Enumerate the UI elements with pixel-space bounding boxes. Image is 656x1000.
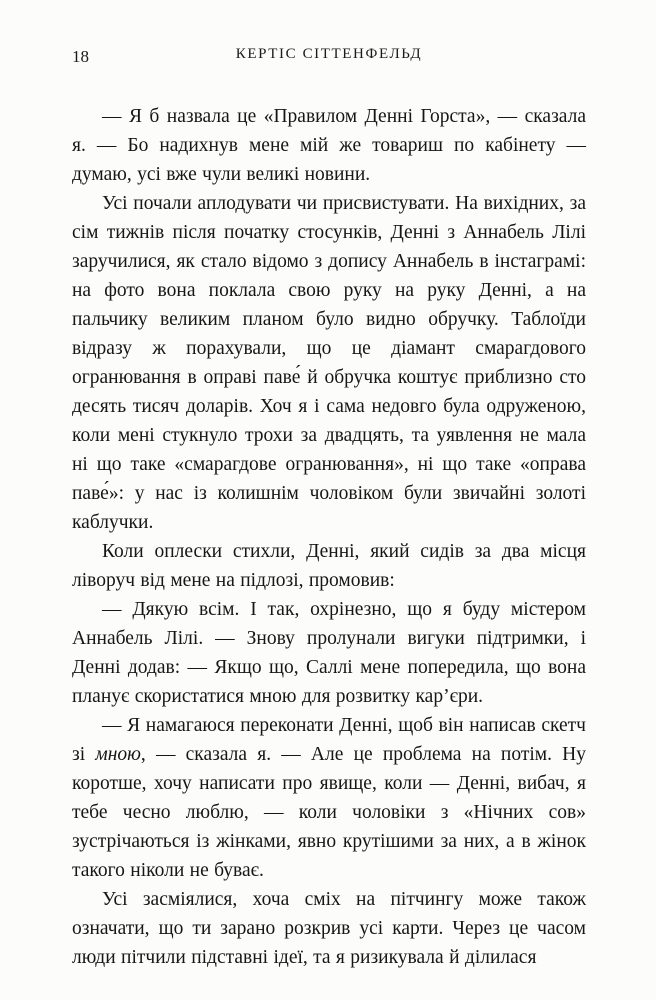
paragraph-5-part-2: , — сказала я. — Але це проблема на потім. Ну коротше, хочу написати про явище, коли — Денні, вибач, я тебе чесно люблю, — коли чоловіки з «Нічних сов» зустрічаються із жінками, явно крутішими за них, а в жінок такого ніколи не буває. [72, 744, 586, 881]
paragraph-4: — Дякую всім. І так, охрінезно, що я буду містером Аннабель Лілі. — Знову пролунали вигуки підтримки, і Денні додав: — Якщо що, Саллі мене попередила, що вона планує скористатися мною для розвитку кар’єри. [72, 599, 586, 707]
paragraph-2: Усі почали аплодувати чи присвистувати. На вихідних, за сім тижнів після початку стосунків, Денні з Аннабель Лілі заручилися, як стало відомо з допису Аннабель в інстаграмі: на фото вона поклала свою руку на руку Денні, а на пальчику великим планом було видно обручку. Таблоїди відразу ж порахували, що це діамант смарагдового огранювання в оправі паве́ й обручка коштує приблизно сто десять тисяч доларів. Хоч я і сама недовго була одруженою, коли мені стукнуло трохи за двадцять, та уявлення не мала ні що таке «смарагдове огранювання», ні що таке «оправа паве́»: у нас із колишнім чоловіком були звичайні золоті каблучки. [72, 193, 586, 533]
text-block [72, 102, 586, 972]
page-header [72, 46, 586, 68]
paragraph-5 [72, 711, 586, 885]
paragraph-5-italic-word: мною [95, 744, 141, 765]
paragraph-6: Усі засміялися, хоча сміх на пітчингу може також означати, що ти зарано розкрив усі карти. Через це часом люди пітчили підставні ідеї, та я ризикувала й ділилася [72, 889, 586, 968]
paragraph-3: Коли оплески стихли, Денні, який сидів за два місця ліворуч від мене на підлозі, промовив: [72, 541, 586, 591]
paragraph-1: — Я б назвала це «Правилом Денні Горста», — сказала я. — Бо надихнув мене мій же товариш по кабінету — думаю, усі вже чули великі новини. [72, 106, 586, 185]
page-number: 18 [72, 47, 89, 66]
running-title: КЕРТІС СІТТЕНФЕЛЬД [235, 46, 423, 62]
paragraph-5-part-1: — Я намагаюся переконати Денні, щоб він написав скетч зі [72, 715, 586, 765]
